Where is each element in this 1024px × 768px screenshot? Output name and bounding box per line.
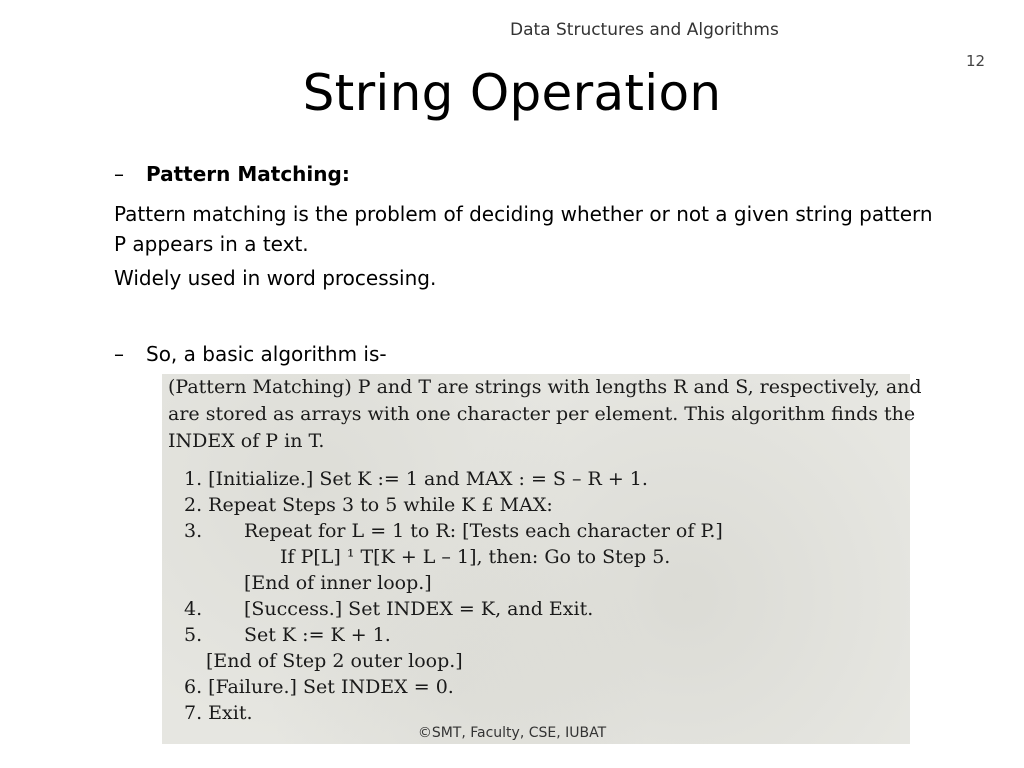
algorithm-step-number: 5.: [184, 624, 203, 646]
paragraph-line: Widely used in word processing.: [114, 266, 437, 290]
paragraph-line: Pattern matching is the problem of deciding whether or not a given string pattern: [114, 202, 933, 226]
paragraph-line: P appears in a text.: [114, 232, 309, 256]
bullet-dash: –: [114, 162, 124, 186]
slide-number: 12: [966, 52, 986, 70]
algorithm-step: Set K := K + 1.: [244, 624, 391, 646]
algorithm-intro: INDEX of P in T.: [168, 430, 325, 452]
algorithm-intro: are stored as arrays with one character per element. This algorithm finds the: [168, 403, 916, 425]
slide-title: String Operation: [302, 64, 722, 122]
algorithm-step: Repeat for L = 1 to R: [Tests each character of P.]: [244, 520, 723, 542]
algorithm-intro: (Pattern Matching) P and T are strings with lengths R and S, respectively, and: [168, 376, 922, 398]
algorithm-step: 1. [Initialize.] Set K := 1 and MAX : = S – R + 1.: [184, 468, 648, 490]
algorithm-step: If P[L] ¹ T[K + L – 1], then: Go to Step 5.: [280, 546, 671, 568]
algorithm-step-number: 4.: [184, 598, 203, 620]
algorithm-step: [Success.] Set INDEX = K, and Exit.: [244, 598, 594, 620]
algorithm-step: [End of inner loop.]: [244, 572, 432, 594]
bullet-pattern-matching: Pattern Matching:: [146, 162, 350, 186]
bullet-basic-algorithm: So, a basic algorithm is-: [146, 342, 387, 366]
footer-credit: ©SMT, Faculty, CSE, IUBAT: [417, 725, 607, 741]
algorithm-step: 6. [Failure.] Set INDEX = 0.: [184, 676, 454, 698]
course-name: Data Structures and Algorithms: [510, 20, 779, 40]
algorithm-step: [End of Step 2 outer loop.]: [206, 650, 463, 672]
bullet-dash: –: [114, 342, 124, 366]
algorithm-scan: [162, 374, 922, 744]
algorithm-step-number: 3.: [184, 520, 203, 542]
algorithm-step: 2. Repeat Steps 3 to 5 while K £ MAX:: [184, 494, 553, 516]
algorithm-step: 7. Exit.: [184, 702, 253, 724]
